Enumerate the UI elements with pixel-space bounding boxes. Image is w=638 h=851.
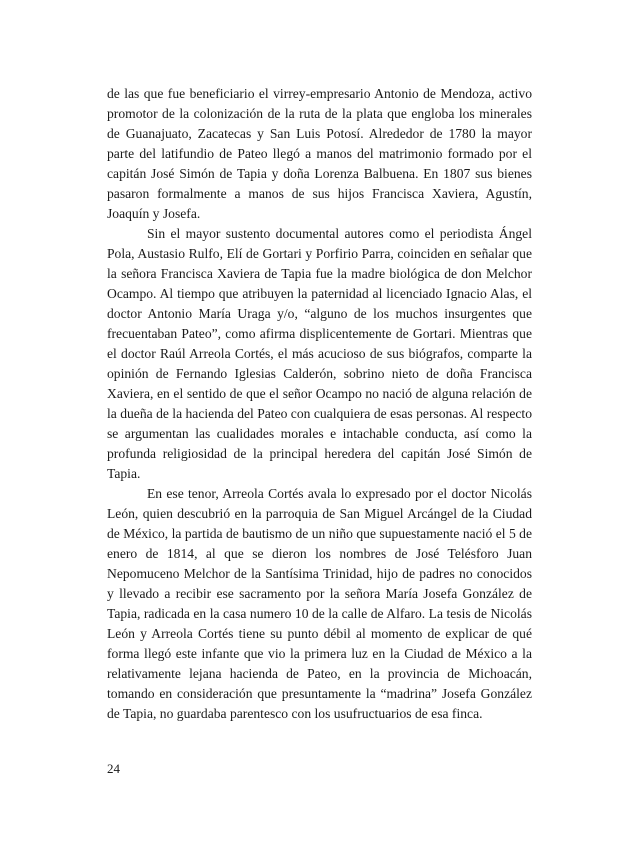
paragraph-2: Sin el mayor sustento documental autores como el periodista Ángel Pola, Austasio Rulfo, Elí de Gortari y Porfirio Parra, coinciden en señalar que la señora Francisca Xaviera de Tapia fue la madre biológica de don Melchor Ocampo. Al tiempo que atribuyen la paternidad al licenciado Ignacio Alas, el doctor Antonio María Uraga y/o, “alguno de los muchos insurgentes que frecuentaban Pateo”, como afirma displicentemente de Gortari. Mientras que el doctor Raúl Arreola Cortés, el más acucioso de sus biógrafos, comparte la opinión de Fernando Iglesias Calderón, sobrino nieto de doña Francisca Xaviera, en el sentido de que el señor Ocampo no nació de alguna relación de la dueña de la hacienda del Pateo con cualquiera de esas personas. Al respecto se argumentan las cualidades morales e intachable conducta, así como la profunda religiosidad de la principal heredera del capitán José Simón de Tapia. bbox=[107, 226, 533, 481]
paragraph-3: En ese tenor, Arreola Cortés avala lo expresado por el doctor Nicolás León, quien descubrió en la parroquia de San Miguel Arcángel de la Ciudad de México, la partida de bautismo de un niño que supuestamente nació el 5 de enero de 1814, al que se dieron los nombres de José Telésforo Juan Nepomuceno Melchor de la Santísima Trinidad, hijo de padres no conocidos y llevado a recibir ese sacramento por la señora María Josefa González de Tapia, radicada en la casa numero 10 de la calle de Alfaro. La tesis de Nicolás León y Arreola Cortés tiene su punto débil al momento de explicar de qué forma llegó este infante que vio la primera luz en la Ciudad de México a la relativamente lejana hacienda de Pateo, en la provincia de Michoacán, tomando en consideración que presuntamente la “madrina” Josefa González de Tapia, no guardaba parentesco con los usufructuarios de esa finca. bbox=[107, 486, 532, 721]
body-text bbox=[107, 84, 532, 724]
page-number: 24 bbox=[107, 761, 120, 776]
paragraph-1: de las que fue beneficiario el virrey-empresario Antonio de Mendoza, activo promotor de la colonización de la ruta de la plata que engloba los minerales de Guanajuato, Zacatecas y San Luis Potosí. Alrededor de 1780 la mayor parte del latifundio de Pateo llegó a manos del matrimonio formado por el capitán José Simón de Tapia y doña Lorenza Balbuena. En 1807 sus bienes pasaron formalmente a manos de sus hijos Francisca Xaviera, Agustín, Joaquín y Josefa. bbox=[107, 86, 532, 221]
